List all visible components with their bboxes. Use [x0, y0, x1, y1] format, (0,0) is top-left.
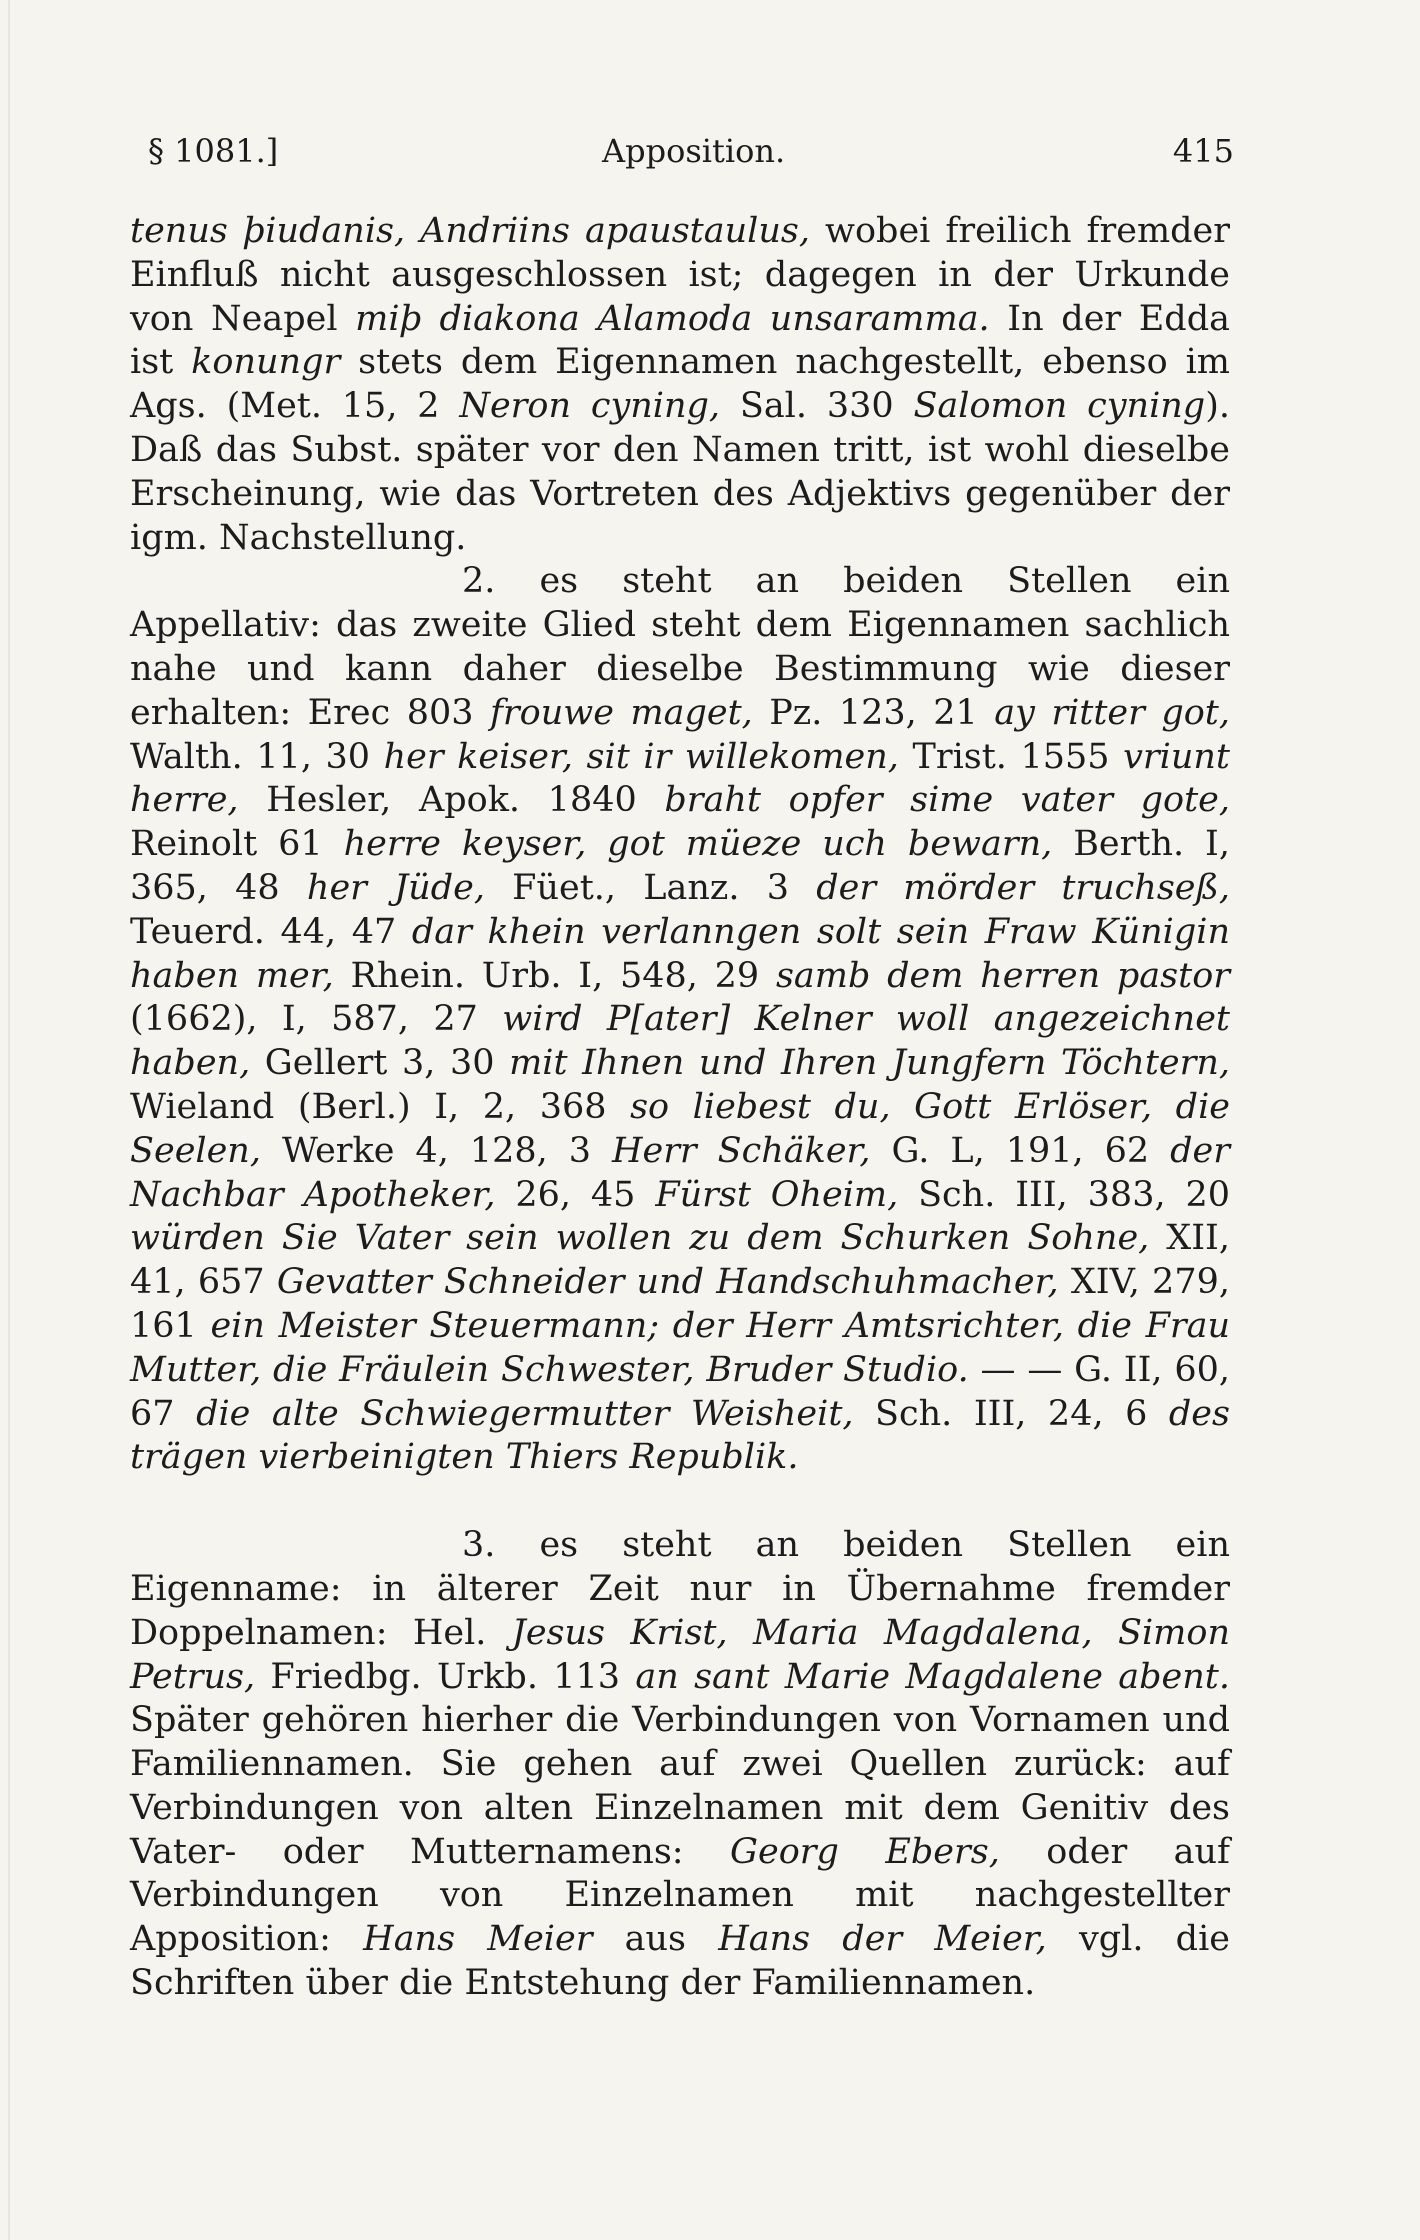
italic-citation: Fürst Oheim,	[655, 1174, 899, 1215]
text-run: Wieland (Berl.) I, 2, 368	[130, 1086, 631, 1127]
italic-citation: braht opfer sime vater gote,	[664, 780, 1230, 821]
running-head	[148, 132, 1234, 176]
text-run: In der Edda ist	[130, 298, 1230, 383]
paragraph	[130, 1524, 1230, 2006]
text-run: Später gehören hierher die Verbindungen von Vornamen und Familiennamen. Sie gehen auf zwei Quellen zurück: auf Verbindungen von alten Einzelnamen mit dem Genitiv des Vater- oder Mutternamens:	[130, 1700, 1230, 1872]
italic-citation: Herr Schäker,	[611, 1130, 871, 1171]
text-run: wobei freilich fremder Einfluß nicht ausgeschlossen ist; dagegen in der Urkunde von Neapel	[130, 211, 1230, 339]
italic-citation: der mörder truchseß,	[816, 867, 1231, 908]
text-run: 26, 45	[495, 1174, 656, 1215]
section-number: § 1081.]	[148, 132, 279, 170]
text-run: Werke 4, 128, 3	[260, 1130, 612, 1171]
text-run: Füet., Lanz. 3	[484, 867, 817, 908]
italic-citation: miþ diakona Alamoda unsaramma.	[355, 298, 990, 339]
italic-citation: des trägen vierbeinigten Thiers Republik.	[130, 1393, 1230, 1478]
body-text	[130, 210, 1230, 2006]
italic-citation: ein Meister Steuermann; der Herr Amtsrichter, die Frau Mutter, die Fräulein Schwester, Bruder Studio.	[130, 1305, 1231, 1390]
text-run: G. L, 191, 62	[870, 1130, 1171, 1171]
italic-citation: frouwe maget,	[489, 692, 753, 733]
italic-citation: Neron cyning,	[459, 386, 721, 427]
italic-citation: an sant Marie Magdalene abent.	[635, 1656, 1230, 1697]
text-run: Sch. III, 24, 6	[853, 1393, 1169, 1434]
italic-citation: Gevatter Schneider und Handschuhmacher,	[276, 1262, 1059, 1303]
text-run: Walth. 11, 30	[130, 736, 384, 777]
paragraph-gap	[130, 1480, 1230, 1524]
italic-citation: vriunt herre,	[130, 736, 1230, 821]
text-run: oder auf Verbindungen von Einzelnamen mit nachgestellter Apposition:	[130, 1831, 1230, 1960]
text-run: aus	[592, 1919, 719, 1960]
text-run: — — G. II, 60, 67	[130, 1349, 1231, 1434]
italic-citation: ay ritter got,	[994, 692, 1230, 733]
text-run: ). Daß das Subst. später vor den Namen tritt, ist wohl dieselbe Erscheinung, wie das Vortreten des Adjektivs gegenüber der igm. Nachstellung.	[130, 386, 1230, 558]
italic-citation: Salomon cyning	[913, 386, 1206, 427]
italic-citation: Hans der Meier,	[718, 1919, 1047, 1960]
italic-citation: her keiser, sit ir willekomen,	[383, 736, 899, 777]
italic-citation: wird P[ater] Kelner woll angezeichnet haben,	[130, 999, 1230, 1084]
running-title: Apposition.	[602, 132, 786, 170]
paragraph	[130, 210, 1230, 560]
italic-citation: tenus þiudanis, Andriins apaustaulus,	[130, 211, 810, 251]
italic-citation: konungr	[191, 342, 341, 383]
text-run: XIV, 279, 161	[130, 1262, 1230, 1346]
italic-citation: so liebest du, Gott Erlöser, die Seelen,	[130, 1086, 1230, 1171]
page-number: 415	[1172, 132, 1234, 170]
italic-citation: der Nachbar Apotheker,	[130, 1130, 1230, 1215]
text-run: Friedbg. Urkb. 113	[255, 1656, 636, 1697]
text-run: Trist. 1555	[898, 736, 1124, 777]
text-run: Reinolt 61	[130, 824, 344, 865]
text-run: XII, 41, 657	[130, 1218, 1230, 1303]
italic-citation: Hans Meier	[363, 1919, 593, 1960]
text-run: (1662), I, 587, 27	[130, 999, 503, 1040]
italic-citation: Jesus Krist, Maria Magdalena, Simon Petrus,	[130, 1612, 1230, 1697]
text-run: Pz. 123, 21	[752, 692, 995, 733]
text-run: Teuerd. 44, 47	[130, 911, 412, 952]
italic-citation: würden Sie Vater sein wollen zu dem Schurken Sohne,	[130, 1218, 1150, 1259]
paragraph	[130, 560, 1230, 1480]
italic-citation: Georg Ebers,	[730, 1831, 1000, 1872]
text-run: vgl. die Schriften über die Entstehung der Familiennamen.	[130, 1919, 1230, 2004]
text-run: Hesler, Apok. 1840	[238, 780, 665, 821]
text-run: Gellert 3, 30	[250, 1043, 510, 1084]
text-run: 2. es steht an beiden Stellen ein Appellativ: das zweite Glied steht dem Eigennamen sachlich nahe und kann daher dieselbe Bestimmung wie dieser erhalten: Erec 803	[130, 561, 1230, 733]
text-run: Rhein. Urb. I, 548, 29	[333, 955, 776, 996]
text-run: Berth. I, 365, 48	[130, 824, 1230, 908]
italic-citation: die alte Schwiegermutter Weisheit,	[196, 1393, 854, 1434]
text-run: stets dem Eigennamen nachgestellt, ebenso im Ags. (Met. 15, 2	[130, 342, 1230, 427]
text-run: Sch. III, 383, 20	[898, 1174, 1230, 1215]
italic-citation: samb dem herren pastor	[775, 955, 1231, 996]
text-run: 3. es steht an beiden Stellen ein Eigenname: in älterer Zeit nur in Übernahme fremder Doppelnamen: Hel.	[130, 1525, 1230, 1653]
text-run: Sal. 330	[720, 386, 914, 427]
page-edge-shadow	[8, 0, 10, 2240]
italic-citation: mit Ihnen und Ihren Jungfern Töchtern,	[509, 1043, 1231, 1084]
italic-citation: dar khein verlanngen solt sein Fraw Künigin haben mer,	[130, 911, 1231, 996]
italic-citation: her Jüde,	[306, 867, 485, 908]
italic-citation: herre keyser, got müeze uch bewarn,	[343, 824, 1053, 865]
